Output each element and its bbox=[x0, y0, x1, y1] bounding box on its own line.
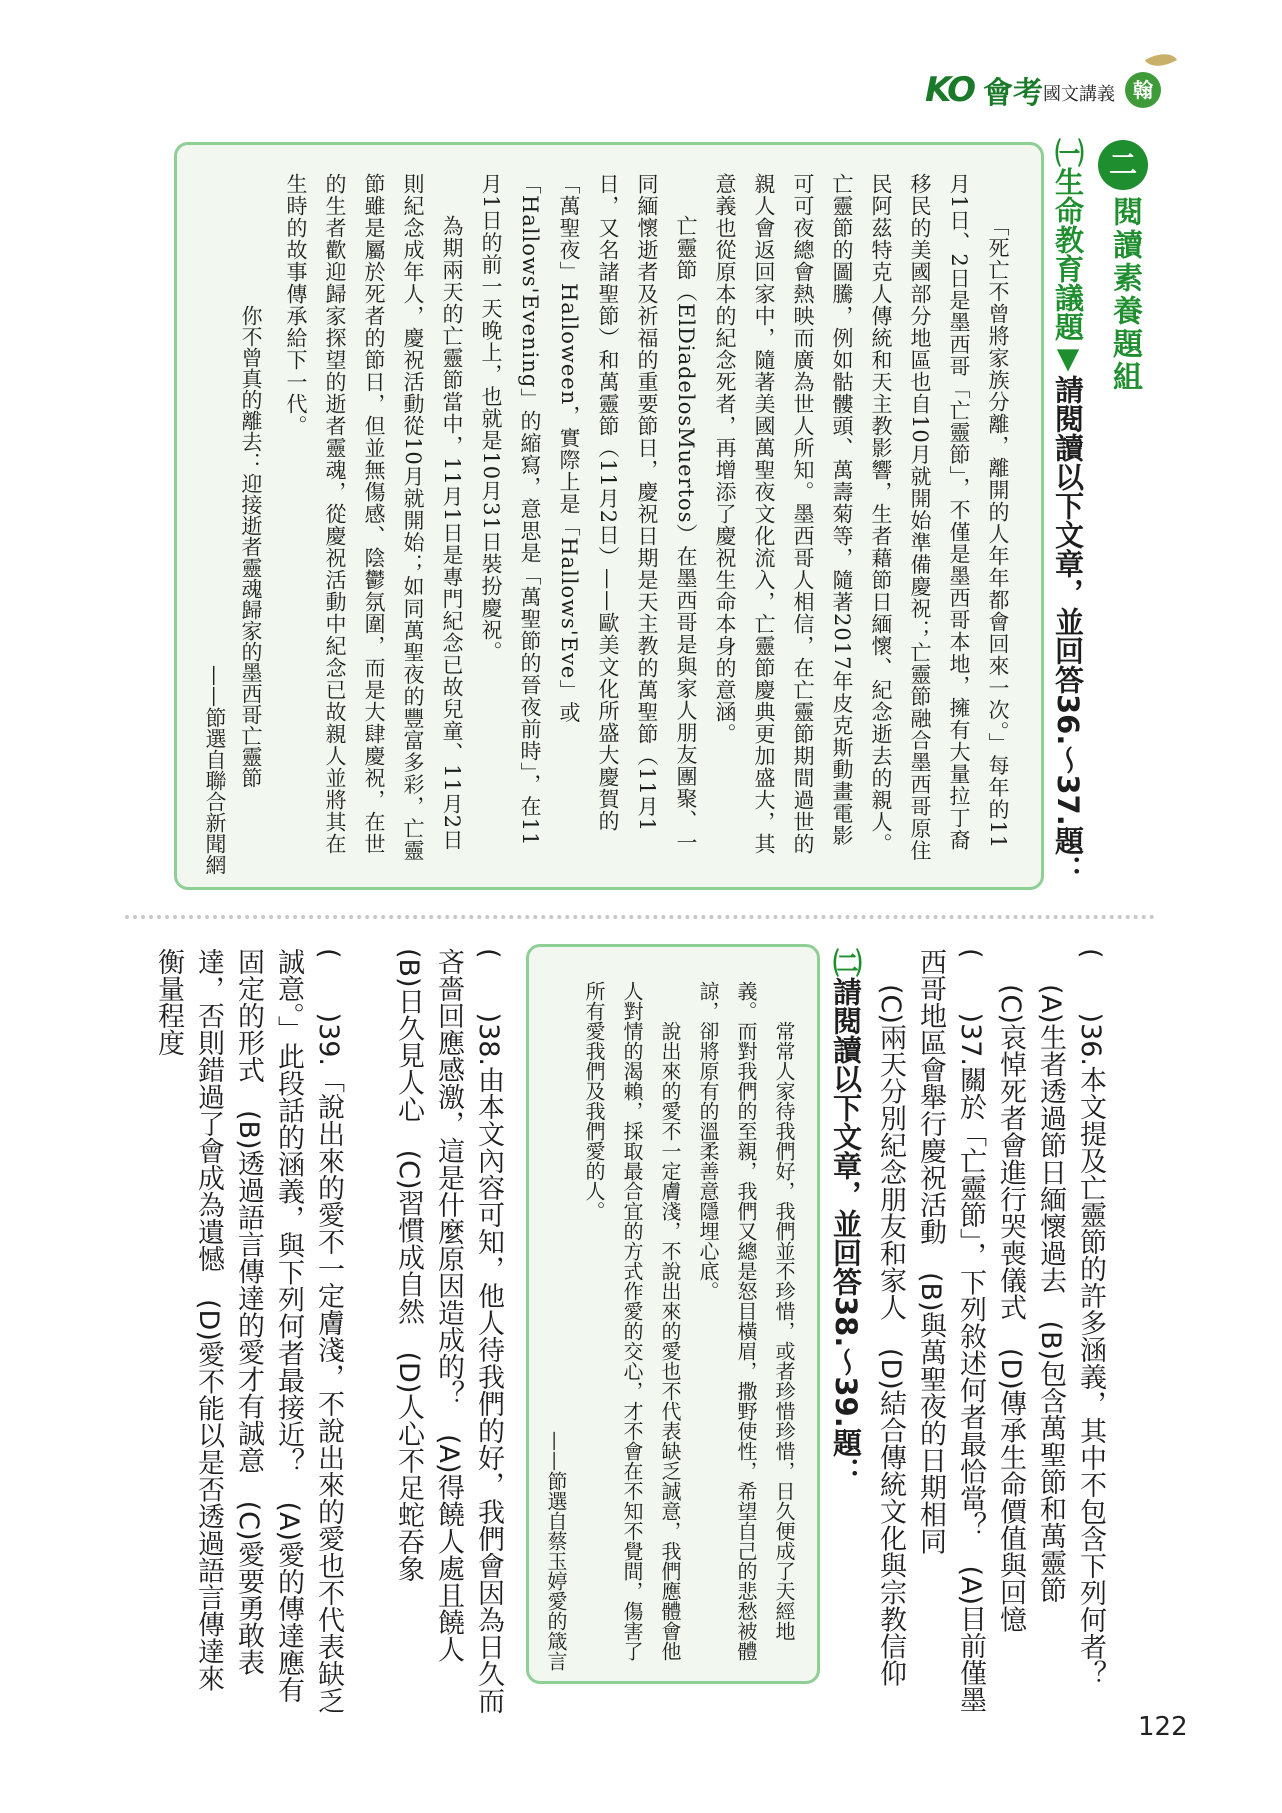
article-1-paragraph: 亡靈節（ElDiadelosMuertos）在墨西哥是與家人朋友團聚、一同緬懷逝者及祈福的重要節日，慶祝日期是天主教的萬聖節（11月1日，又名諸聖節）和萬靈節（11月2日）——歐美文化所盛大慶賀的「萬聖夜」Halloween，實際上是「Hallows'Eve」或「Hallows'Evening」的縮寫，意思是「萬聖節的晉夜前時」，在11月1日的前一天晚上，也就是10月31日裝扮慶祝。 bbox=[479, 173, 698, 854]
brand-badge: 翰 bbox=[1125, 72, 1161, 108]
option[interactable]: (C)兩天分別紀念朋友和家人 bbox=[875, 984, 906, 1321]
option[interactable]: (B)與萬聖夜的日期相同 bbox=[915, 1272, 946, 1555]
part1-instruction: 請閱讀以下文章，並回答36.～37.題： bbox=[1051, 375, 1085, 884]
question-37 bbox=[910, 948, 990, 1718]
brand-subtitle: 國文講義 bbox=[1043, 84, 1115, 105]
brand-kk: 會考 bbox=[983, 76, 1043, 111]
question-38 bbox=[388, 948, 508, 1718]
option[interactable]: (C)哀悼死者會進行哭喪儀式 bbox=[995, 984, 1026, 1321]
leaf-icon bbox=[1145, 46, 1177, 74]
answer-blank[interactable]: ( ) bbox=[955, 948, 986, 1024]
question-38-stem: 38.由本文內容可知，他人待我們的好，我們會因為日久而吝嗇回應感激，這是什麼原因造成的？ bbox=[433, 948, 504, 1715]
answer-blank[interactable]: ( ) bbox=[313, 948, 344, 1024]
article-1-text bbox=[276, 173, 1017, 863]
part2-heading bbox=[826, 948, 866, 1486]
option[interactable]: (A)得饒人處且饒人 bbox=[433, 1434, 464, 1663]
part1-label: ㈠生命教育議題 bbox=[1051, 138, 1085, 341]
option[interactable]: (C)愛要勇敢表達，否則錯過了會成為遺憾 bbox=[193, 948, 264, 1676]
article-1-paragraph: 為期兩天的亡靈節當中，11月1日是專門紀念已故兒童、11月2日則紀念成年人，慶祝活動從10月就開始；如同萬聖夜的豐富多彩，亡靈節雖是屬於死者的節日，但並無傷感、陰鬱氛圍，而是大肆慶祝，在世的生者歡迎歸家探望的逝者靈魂，從慶祝活動中紀念已故親人並將其在生時的故事傳承給下一代。 bbox=[284, 173, 464, 862]
option[interactable]: (A)目前僅墨西哥地區會舉行慶祝活動 bbox=[915, 948, 986, 1714]
option[interactable]: (A)生者透過節日緬懷過去 bbox=[1035, 984, 1066, 1294]
page-number: 122 bbox=[1138, 1712, 1188, 1742]
option[interactable]: (D)愛不能以是否透過語言傳達來衡量程度 bbox=[153, 948, 224, 1692]
part1-heading bbox=[1048, 138, 1088, 884]
article-box-1 bbox=[174, 142, 1044, 890]
brand-ko: KO bbox=[925, 70, 975, 110]
question-37-stem: 37.關於「亡靈節」，下列敘述何者最恰當？ bbox=[955, 1023, 986, 1539]
answer-blank[interactable]: ( ) bbox=[473, 948, 504, 1024]
citation-title: 你不曾真的離去：迎接逝者靈魂歸家的墨西哥亡靈節 bbox=[239, 305, 263, 788]
option[interactable]: (B)透過語言傳達的愛才有誠意 bbox=[233, 1110, 264, 1474]
question-36-options bbox=[1030, 948, 1070, 1718]
option[interactable]: (D)人心不足蛇吞象 bbox=[393, 1351, 424, 1583]
option[interactable]: (B)日久見人心 bbox=[393, 948, 424, 1123]
arrow-down-icon: ▼ bbox=[1051, 341, 1085, 375]
option[interactable]: (D)傳承生命價值與回憶 bbox=[995, 1347, 1026, 1633]
option[interactable]: (D)結合傳統文化與宗教信仰 bbox=[875, 1347, 906, 1687]
dotted-divider bbox=[125, 915, 1155, 919]
brand-logo bbox=[925, 60, 1165, 130]
part2-label: ㈡ bbox=[829, 948, 863, 977]
article-1-citation bbox=[197, 305, 269, 875]
citation-source: ——節選自聯合新聞網 bbox=[203, 665, 227, 875]
question-36-stem: 36.本文提及亡靈節的許多涵義，其中不包含下列何者？ bbox=[1075, 1023, 1106, 1688]
question-39-stem: 39.「說出來的愛不一定膚淺，不說出來的愛也不代表缺乏誠意。」此段話的涵義，與下列何者最接近？ bbox=[273, 948, 344, 1715]
questions-36-37 bbox=[870, 948, 1110, 1718]
option[interactable]: (C)習慣成自然 bbox=[393, 1149, 424, 1325]
question-36 bbox=[1070, 948, 1110, 1718]
question-39 bbox=[148, 948, 348, 1718]
section-number: 二 bbox=[1098, 140, 1148, 190]
article-1-paragraph: 「死亡不曾將家族分離，離開的人年年都會回來一次。」每年的11月1日、2日是墨西哥「亡靈節」，不僅是墨西哥本地，擁有大量拉丁裔移民的美國部分地區也自10月就開始準備慶祝；亡靈節融合墨西哥原住民阿茲特克人傳統和天主教影響，生者藉節日緬懷、紀念逝去的親人。亡靈節的圖騰，例如骷髏頭、萬壽菊等，隨著2017年皮克斯動畫電影可可夜總會熱映而廣為世人所知。墨西哥人相信，在亡靈節期間過世的親人會返回家中，隨著美國萬聖夜文化流入，亡靈節慶典更加盛大，其意義也從原本的紀念死者，再增添了慶祝生命本身的意涵。 bbox=[713, 173, 1010, 862]
article-2-paragraph: 說出來的愛不一定膚淺，不說出來的愛也不代表缺乏誠意，我們應體會他人對情的渴賴，採取最合宜的方式作愛的交心，才不會在不知不覺間，傷害了所有愛我們及我們愛的人。 bbox=[582, 981, 682, 1661]
question-36-options bbox=[990, 948, 1030, 1718]
question-37-options bbox=[870, 948, 910, 1718]
article-2-source: ——節選自蔡玉婷愛的箴言 bbox=[544, 1431, 568, 1671]
article-2-text bbox=[537, 981, 803, 1671]
option[interactable]: (A)愛的傳達應有固定的形式 bbox=[233, 948, 304, 1704]
part2-instruction: 請閱讀以下文章，並回答38.～39.題： bbox=[829, 977, 863, 1486]
question-39-line bbox=[148, 948, 348, 1718]
article-box-2 bbox=[526, 944, 820, 1684]
answer-blank[interactable]: ( ) bbox=[1075, 948, 1106, 1024]
section-title: 閱讀素養題組 bbox=[1107, 196, 1142, 394]
question-38-line bbox=[388, 948, 508, 1718]
article-2-paragraph: 常常人家待我們好，我們並不珍惜，或者珍惜珍惜，日久便成了天經地義。而對我們的至親，我們又總是怒目橫眉，撒野使性，希望自己的悲愁被體諒，卻將原有的溫柔善意隱埋心底。 bbox=[696, 981, 796, 1661]
option[interactable]: (B)包含萬聖節和萬靈節 bbox=[1035, 1320, 1066, 1604]
